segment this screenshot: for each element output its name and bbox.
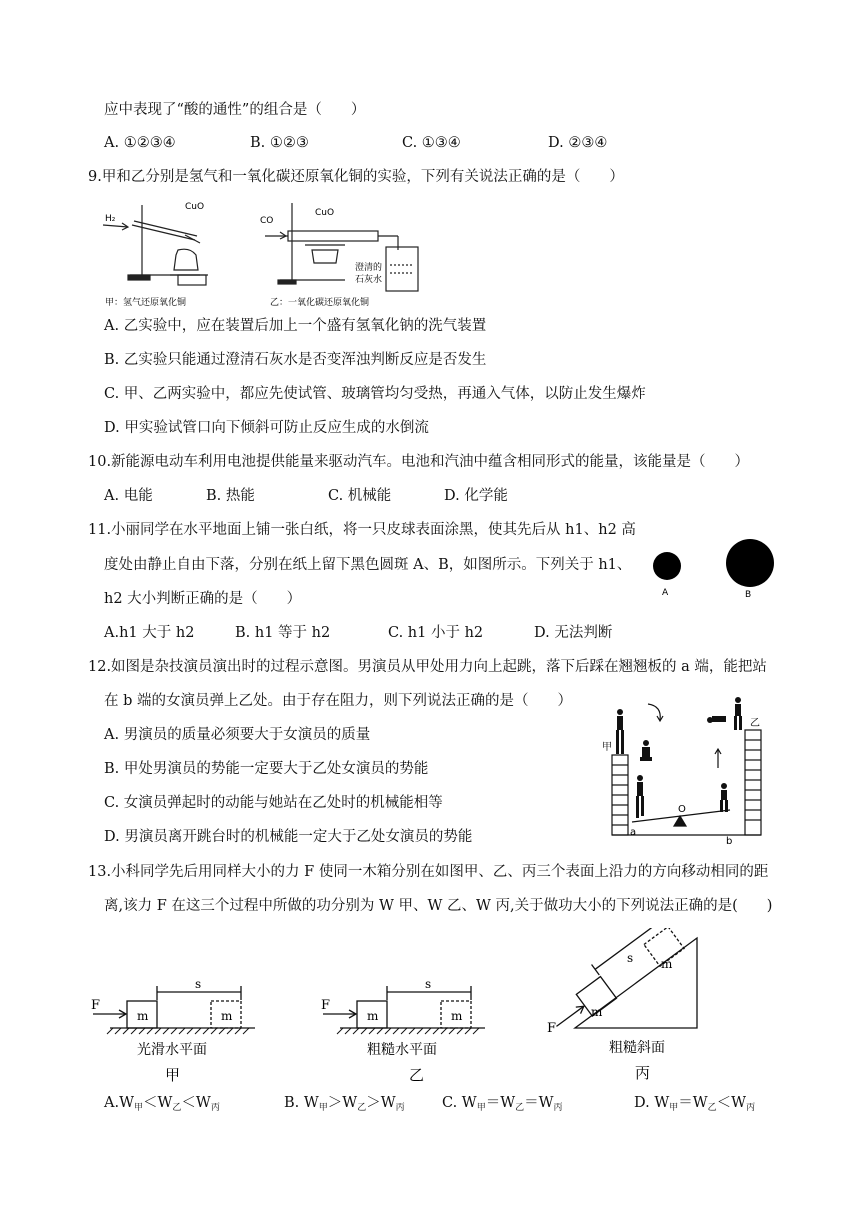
figure-label-yi: 乙: [409, 1066, 425, 1084]
force-f-label-3: F: [547, 1021, 557, 1036]
q9-option-c: C. 甲、乙两实验中，都应先使试管、玻璃管均匀受热，再通入气体，以防止发生爆炸: [104, 386, 646, 402]
q13-option-b: B. $W_甲>W_乙>W_丙$: [284, 1095, 405, 1113]
distance-s-label-1: s: [195, 977, 202, 991]
surface-caption-1: 光滑水平面: [137, 1042, 207, 1058]
q11-option-d: D. 无法判断: [534, 625, 613, 641]
spot-a-label: A: [662, 588, 669, 598]
q10-option-b: B. 热能: [206, 488, 255, 504]
platform-yi-label: 乙: [750, 718, 760, 729]
figure-label-jia: 甲: [165, 1066, 181, 1084]
q9-stem: 9.甲和乙分别是氢气和一氧化碳还原氧化铜的实验，下列有关说法正确的是（ ）: [88, 169, 624, 185]
block-m-ghost-label-2: m: [451, 1009, 463, 1023]
q12-stem-2: 在 b 端的女演员弹上乙处。由于存在阻力，则下列说法正确的是（ ）: [104, 693, 572, 709]
spot-a: [653, 552, 681, 580]
q11-stem-3: h2 大小判断正确的是（ ）: [104, 591, 302, 607]
q11-spots-figure: [645, 535, 785, 605]
q9-apparatus-figure: [100, 195, 430, 310]
q10-option-d: D. 化学能: [444, 488, 508, 504]
fulcrum-o-label: O: [678, 804, 686, 815]
hydrogen-apparatus: [103, 205, 208, 285]
q13-force-figure: [85, 928, 725, 1088]
block-m-ghost-label-1: m: [221, 1009, 233, 1023]
co-caption: 乙：一氧化碳还原氧化铜: [270, 298, 370, 308]
q13-option-a: $A.W_甲<W_乙<W_丙$: [104, 1095, 220, 1113]
q12-stem-1: 12.如图是杂技演员演出时的过程示意图。男演员从甲处用力向上起跳，落下后踩在翘翘板的 a 端，能把站: [88, 659, 767, 675]
q13-stem-2: 离,该力 F 在这三个过程中所做的功分别为 W 甲、W 乙、W 丙,关于做功大小的下列说法正确的是( ): [104, 898, 773, 914]
q13-stem-1: 13.小科同学先后用同样大小的力 F 使同一木箱分别在如图甲、乙、丙三个表面上沿力的方向移动相同的距: [88, 864, 769, 880]
force-f-label-1: F: [91, 998, 101, 1013]
limewater-label-2: 石灰水: [355, 275, 383, 285]
block-m-ghost-label-3: m: [661, 957, 673, 971]
q13-option-c: C. $W_甲=W_乙=W_丙$: [442, 1095, 563, 1113]
surface-caption-3: 粗糙斜面: [609, 1040, 665, 1056]
surface-caption-2: 粗糙水平面: [367, 1042, 437, 1058]
q12-option-b: B. 甲处男演员的势能一定要大于乙处女演员的势能: [104, 761, 429, 777]
q9-option-b: B. 乙实验只能通过澄清石灰水是否变浑浊判断反应是否发生: [104, 352, 487, 368]
q10-option-a: A. 电能: [104, 488, 153, 504]
q10-stem: 10.新能源电动车利用电池提供能量来驱动汽车。电池和汽油中蕴含相同形式的能量，该能量是（ ）: [88, 454, 750, 470]
q8-option-d: D. ②③④: [548, 135, 608, 151]
cuo-label-left: CuO: [185, 202, 205, 212]
block-m-label-1: m: [137, 1009, 149, 1023]
q9-option-d: D. 甲实验试管口向下倾斜可防止反应生成的水倒流: [104, 420, 429, 436]
co-apparatus: [265, 203, 418, 291]
q11-option-a: A.h1 大于 h2: [104, 625, 195, 641]
q8-stem-tail: 应中表现了“酸的通性”的组合是（ ）: [104, 102, 366, 118]
q11-stem-2: 度处由静止自由下落，分别在纸上留下黑色圆斑 A、B，如图所示。下列关于 h1、: [104, 557, 632, 573]
hydrogen-caption: 甲：氢气还原氧化铜: [105, 298, 187, 308]
figure-label-bing: 丙: [635, 1064, 651, 1082]
q8-option-c: C. ①③④: [402, 135, 461, 151]
block-m-label-2: m: [367, 1009, 379, 1023]
force-f-label-2: F: [321, 998, 331, 1013]
q10-option-c: C. 机械能: [328, 488, 392, 504]
q13-option-d: D. $W_甲=W_乙<W_丙$: [634, 1095, 756, 1113]
spot-b: [726, 539, 774, 587]
q12-acrobat-figure: [600, 690, 770, 845]
q8-option-b: B. ①②③: [250, 135, 309, 151]
distance-s-label-3: s: [627, 951, 634, 965]
co-label: CO: [260, 216, 274, 226]
distance-s-label-2: s: [425, 977, 432, 991]
seesaw-a-label: a: [630, 827, 637, 838]
q11-stem-1: 11.小丽同学在水平地面上铺一张白纸，将一只皮球表面涂黑，使其先后从 h1、h2 高: [88, 522, 636, 538]
q9-option-a: A. 乙实验中，应在装置后加上一个盛有氢氧化钠的洗气装置: [104, 318, 487, 334]
h2-label: H₂: [105, 214, 116, 224]
q11-option-b: B. h1 等于 h2: [235, 625, 331, 641]
spot-b-label: B: [745, 590, 752, 600]
q12-option-a: A. 男演员的质量必须要大于女演员的质量: [104, 727, 371, 743]
q8-option-a: A. ①②③④: [104, 135, 176, 151]
q11-option-c: C. h1 小于 h2: [388, 625, 484, 641]
limewater-label-1: 澄清的: [355, 263, 383, 273]
cuo-label-right: CuO: [315, 208, 335, 218]
q12-option-c: C. 女演员弹起时的动能与她站在乙处时的机械能相等: [104, 795, 443, 811]
block-m-label-3: m: [591, 1005, 603, 1019]
platform-jia-label: 甲: [602, 742, 612, 753]
q12-option-d: D. 男演员离开跳台时的机械能一定大于乙处女演员的势能: [104, 829, 473, 845]
seesaw-b-label: b: [726, 836, 733, 845]
